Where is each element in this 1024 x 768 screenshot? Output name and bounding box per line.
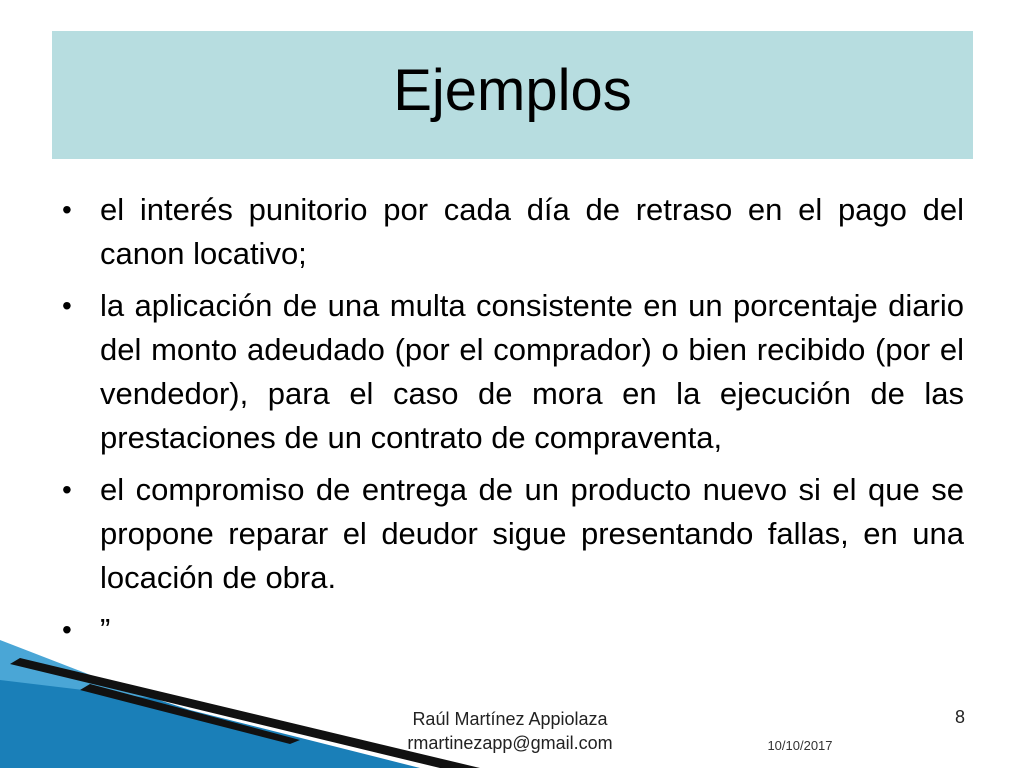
footer-date: 10/10/2017 (767, 738, 833, 753)
bullet-text: ” (100, 612, 111, 647)
footer-author (360, 707, 660, 755)
page-number: 8 (954, 707, 965, 727)
bullet-text: el compromiso de entrega de un producto nuevo si el que se propone reparar el deudor sigue presentando fallas, en una locación de obra. (100, 472, 964, 595)
bullet-text: el interés punitorio por cada día de retraso en el pago del canon locativo; (100, 192, 964, 271)
bullet-list (56, 188, 964, 652)
bullet-marker: • (62, 474, 72, 505)
bullet-item (56, 468, 964, 600)
author-name: Raúl Martínez Appiolaza (412, 709, 608, 729)
author-email: rmartinezapp@gmail.com (407, 733, 613, 753)
slide-title: Ejemplos (393, 57, 632, 123)
bullet-item (56, 284, 964, 460)
bullet-text: la aplicación de una multa consistente en un porcentaje diario del monto adeudado (por el comprador) o bien recibido (por el vendedor), para el caso de mora en la ejecución de las prestaciones de un contrato de compraventa, (100, 288, 964, 455)
bullet-marker: • (62, 614, 72, 645)
bullet-marker: • (62, 194, 72, 225)
bullet-item (56, 188, 964, 276)
bullet-marker: • (62, 290, 72, 321)
title-band (52, 31, 973, 159)
